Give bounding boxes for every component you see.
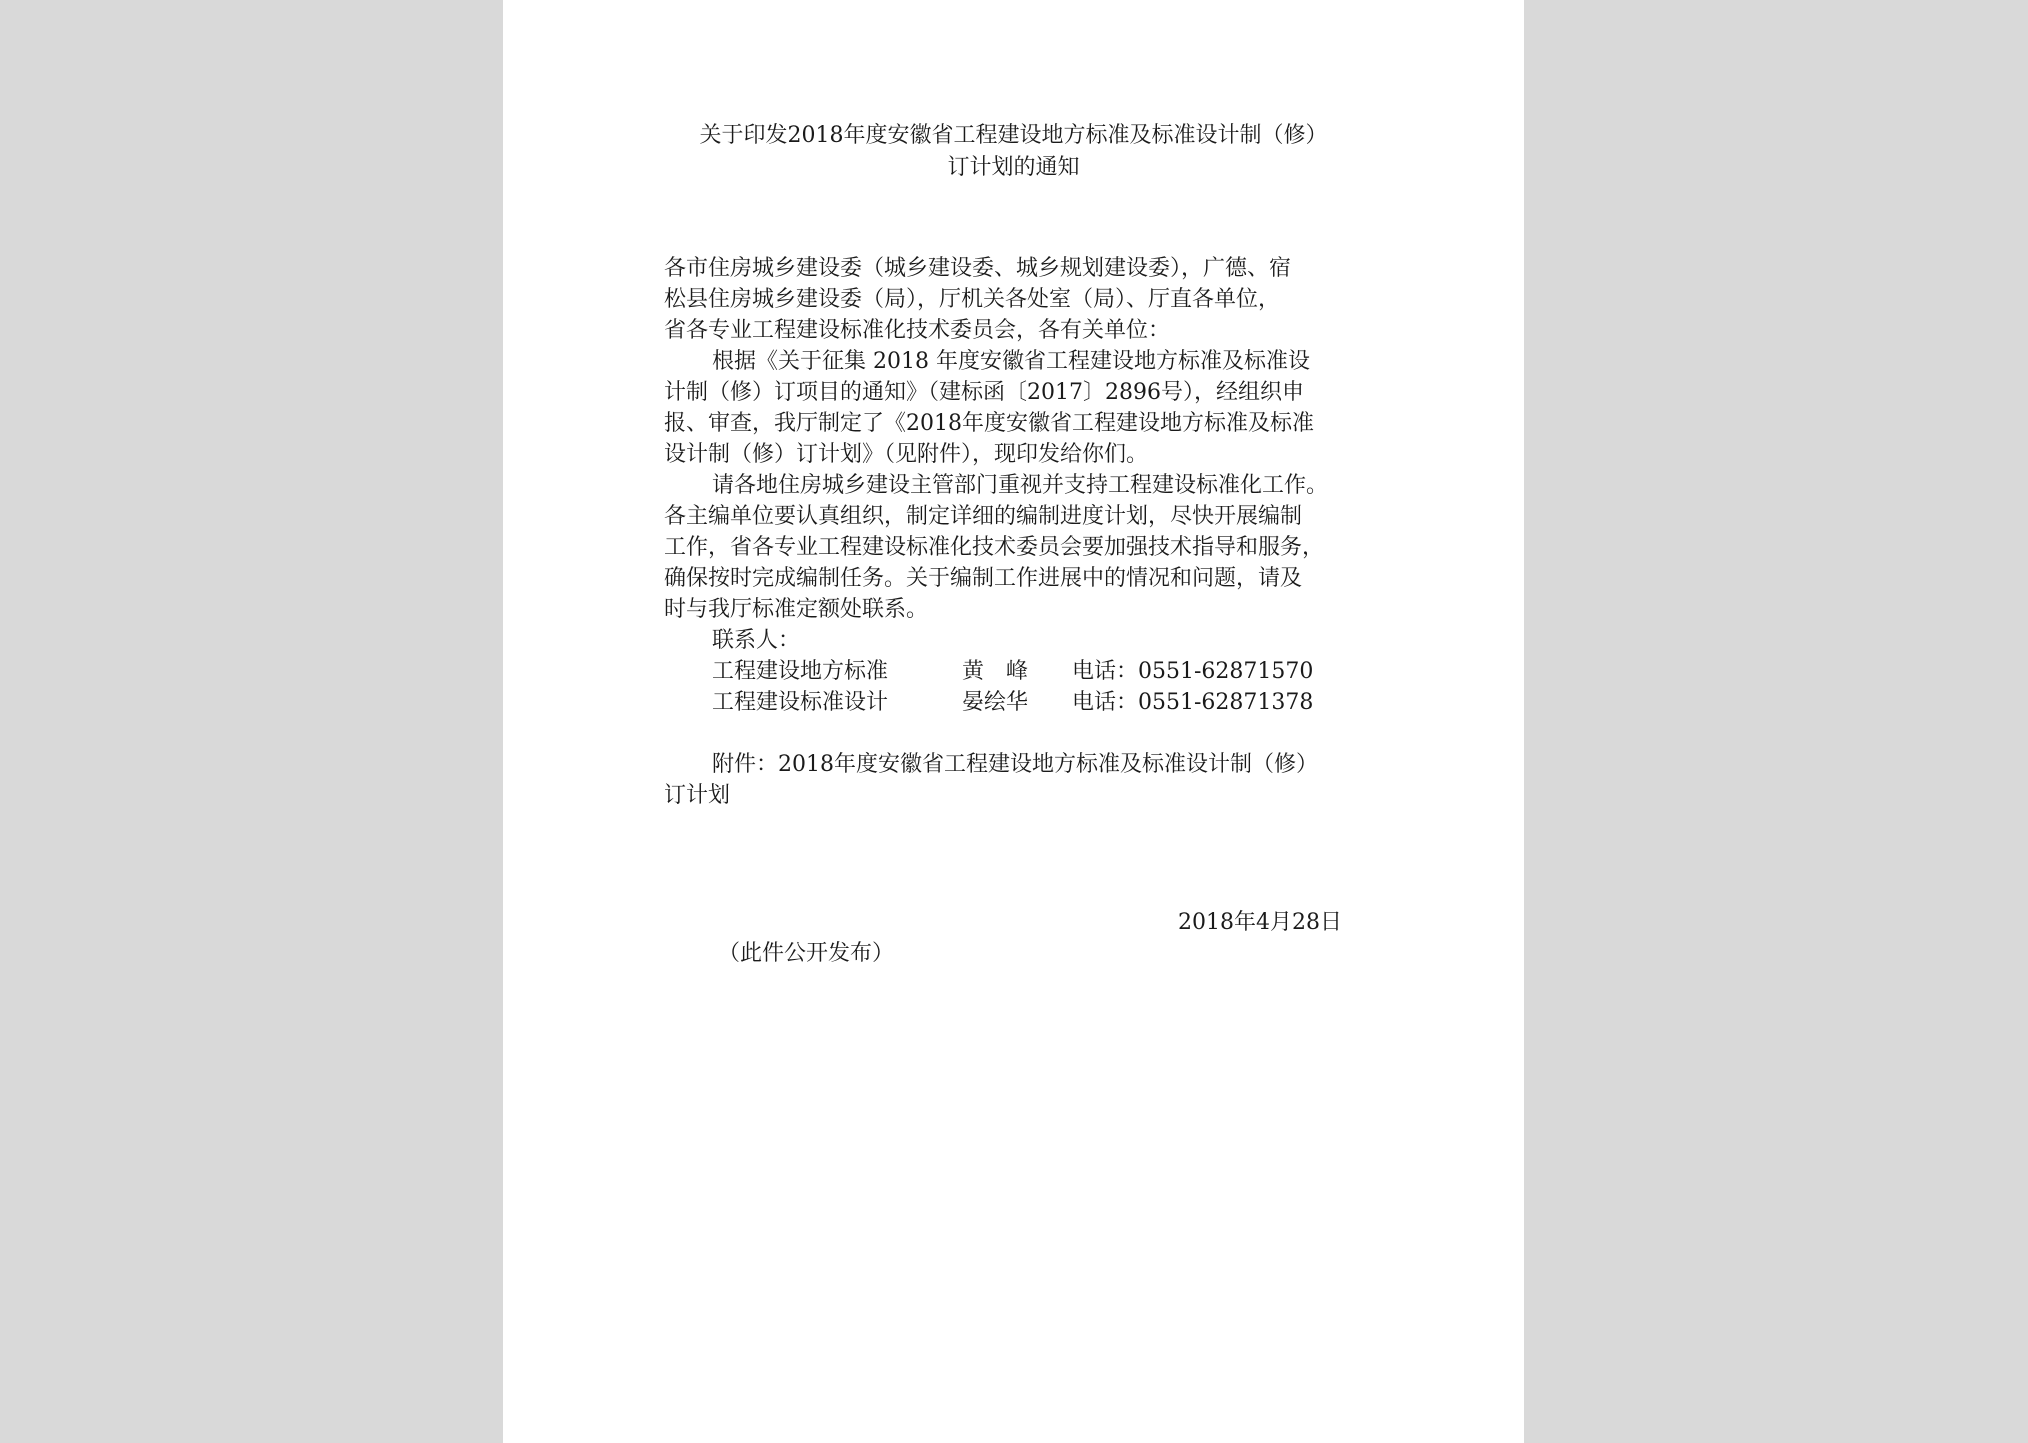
contact-phone: 电话：0551-62871570 (1072, 659, 1314, 684)
salutation-line: 各市住房城乡建设委（城乡建设委、城乡规划建设委），广德、宿 (664, 256, 1292, 281)
contact-row (712, 688, 1314, 718)
attachment-line-2: 订计划 (664, 783, 731, 808)
salutation-line: 省各专业工程建设标准化技术委员会，各有关单位： (664, 318, 1171, 343)
document-title-line-1: 关于印发2018年度安徽省工程建设地方标准及标准设计制（修） (699, 123, 1328, 148)
paragraph-2-line: 请各地住房城乡建设主管部门重视并支持工程建设标准化工作。 (712, 473, 1329, 498)
paragraph-1-line: 计制（修）订项目的通知》（建标函〔2017〕2896号），经组织申 (664, 380, 1304, 405)
contact-name: 晏绘华 (962, 690, 1029, 715)
paragraph-1-line: 设计制（修）订计划》（见附件），现印发给你们。 (664, 442, 1149, 467)
contact-department: 工程建设地方标准 (712, 659, 889, 684)
contact-phone: 电话：0551-62871378 (1072, 690, 1314, 715)
document-date: 2018年4月28日 (1178, 910, 1342, 935)
contacts-label: 联系人： (712, 628, 801, 653)
contact-name: 黄 峰 (962, 659, 1029, 684)
paragraph-2-line: 时与我厅标准定额处联系。 (664, 597, 929, 622)
document-page (503, 0, 1524, 1443)
paragraph-2-line: 确保按时完成编制任务。关于编制工作进展中的情况和问题，请及 (664, 566, 1303, 591)
paragraph-2-line: 各主编单位要认真组织，制定详细的编制进度计划，尽快开展编制 (664, 504, 1303, 529)
contact-row (712, 657, 1314, 687)
paragraph-1-line: 根据《关于征集 2018 年度安徽省工程建设地方标准及标准设 (712, 349, 1310, 374)
salutation-line: 松县住房城乡建设委（局），厅机关各处室（局）、厅直各单位， (664, 287, 1281, 312)
publication-note: （此件公开发布） (718, 941, 895, 966)
contact-department: 工程建设标准设计 (712, 690, 889, 715)
attachment-line-1: 附件：2018年度安徽省工程建设地方标准及标准设计制（修） (712, 752, 1318, 777)
document-title-line-2: 订计划的通知 (947, 155, 1080, 180)
paragraph-1-line: 报、审查，我厅制定了《2018年度安徽省工程建设地方标准及标准 (664, 411, 1314, 436)
paragraph-2-line: 工作，省各专业工程建设标准化技术委员会要加强技术指导和服务， (664, 535, 1325, 560)
